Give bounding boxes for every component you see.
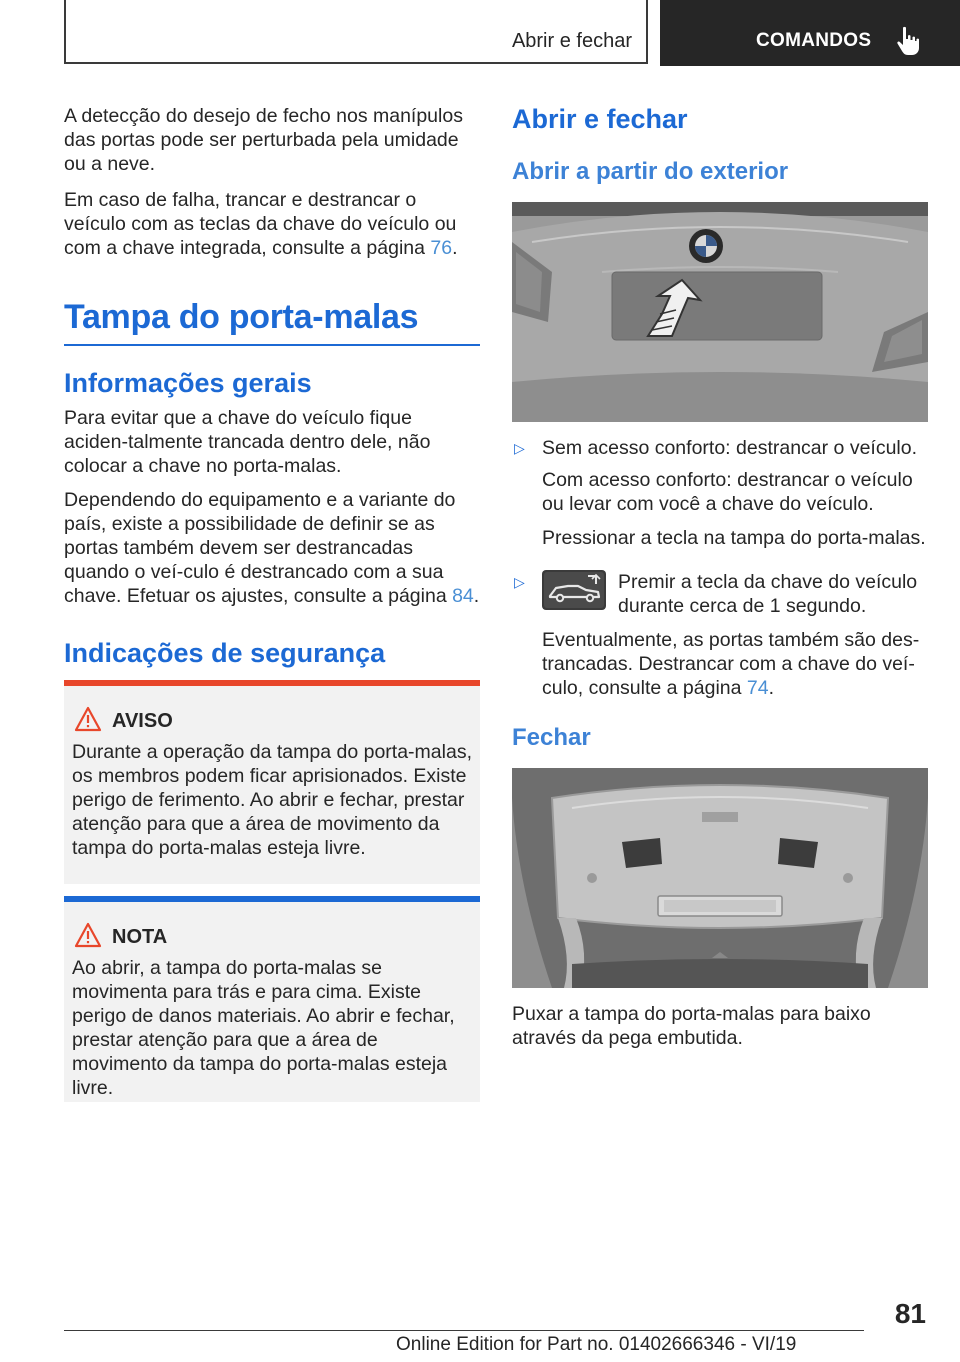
heading-general-info: Informações gerais xyxy=(64,368,312,398)
close-text: Puxar a tampa do porta-malas para baixo através da pega embutida. xyxy=(512,1003,871,1049)
note-bar xyxy=(64,896,480,902)
header-section-title: Abrir e fechar xyxy=(511,30,632,52)
note-box xyxy=(64,896,480,1102)
trunk-interior-illustration xyxy=(512,768,928,988)
step1-text-c: Pressionar a tecla na tampa do porta-malas. xyxy=(542,527,926,549)
intro-paragraph-1: A detecção do desejo de fecho nos manípulos das portas pode ser perturbada pela umidade ou a neve. xyxy=(64,105,463,175)
header-chapter-title: COMANDOS xyxy=(756,30,872,51)
page-link-74[interactable]: 74 xyxy=(746,677,769,699)
warning-text: Durante a operação da tampa do porta-malas, os membros podem ficar aprisionados. Existe perigo de ferimento. Ao abrir e fechar, prestar atenção para que a área de movimento da tampa do porta-malas esteja livre. xyxy=(72,741,472,859)
section-title-trunk-lid: Tampa do porta-malas xyxy=(64,298,419,336)
triangle-right-icon: ▷ xyxy=(514,574,525,590)
heading-close: Fechar xyxy=(512,724,591,751)
info-paragraph-2: Dependendo do equipamento e a variante do país, existe a possibilidade de definir se as portas também devem ser destrancadas quando o veí-culo é destrancado com a sua chave. Efetuar os ajustes, consulte a página 84. xyxy=(64,489,480,607)
step2-text-b: Eventualmente, as portas também são des-trancadas. Destrancar com a chave do veí-culo, consulte a página 74. xyxy=(542,629,920,699)
intro-paragraph-2: Em caso de falha, trancar e destrancar o veículo com as teclas da chave do veículo ou com a chave integrada, consulte a página 76. xyxy=(64,189,458,259)
heading-safety: Indicações de segurança xyxy=(64,638,386,668)
step1-text-b: Com acesso conforto: destrancar o veículo ou levar com você a chave do veículo. xyxy=(542,469,913,515)
footer-edition: Online Edition for Part no. 01402666346 - VI/19 xyxy=(396,1334,797,1355)
step2-text-a: Premir a tecla da chave do veículo durante cerca de 1 segundo. xyxy=(618,571,918,617)
header-section-box xyxy=(64,0,648,64)
trunk-car-key-icon xyxy=(542,570,606,610)
page-link-76[interactable]: 76 xyxy=(430,237,453,259)
warning-bar xyxy=(64,680,480,686)
title-underline xyxy=(64,344,480,346)
info-paragraph-1: Para evitar que a chave do veículo fique aciden-talmente trancada dentro dele, não colocar a chave no porta-malas. xyxy=(64,407,431,477)
footer-rule xyxy=(64,1330,864,1331)
page-link-84[interactable]: 84 xyxy=(452,585,474,607)
trunk-exterior-illustration xyxy=(512,202,928,422)
note-title: NOTA xyxy=(112,926,168,948)
pointing-hand-icon xyxy=(896,26,920,61)
warning-triangle-icon xyxy=(74,922,102,953)
triangle-right-icon: ▷ xyxy=(514,440,525,456)
header-chapter-tab xyxy=(660,0,960,66)
warning-box xyxy=(64,680,480,884)
warning-triangle-icon xyxy=(74,706,102,737)
warning-title: AVISO xyxy=(112,710,173,732)
note-text: Ao abrir, a tampa do porta-malas se movimenta para trás e para cima. Existe perigo de danos materiais. Ao abrir e fechar, prestar atenção para que a área de movimento da tampa do porta-malas esteja livre. xyxy=(72,957,455,1099)
heading-open-from-exterior: Abrir a partir do exterior xyxy=(512,158,789,185)
heading-open-close: Abrir e fechar xyxy=(512,104,688,134)
page-number: 81 xyxy=(894,1298,926,1329)
step1-text-a: Sem acesso conforto: destrancar o veículo. xyxy=(542,437,918,459)
